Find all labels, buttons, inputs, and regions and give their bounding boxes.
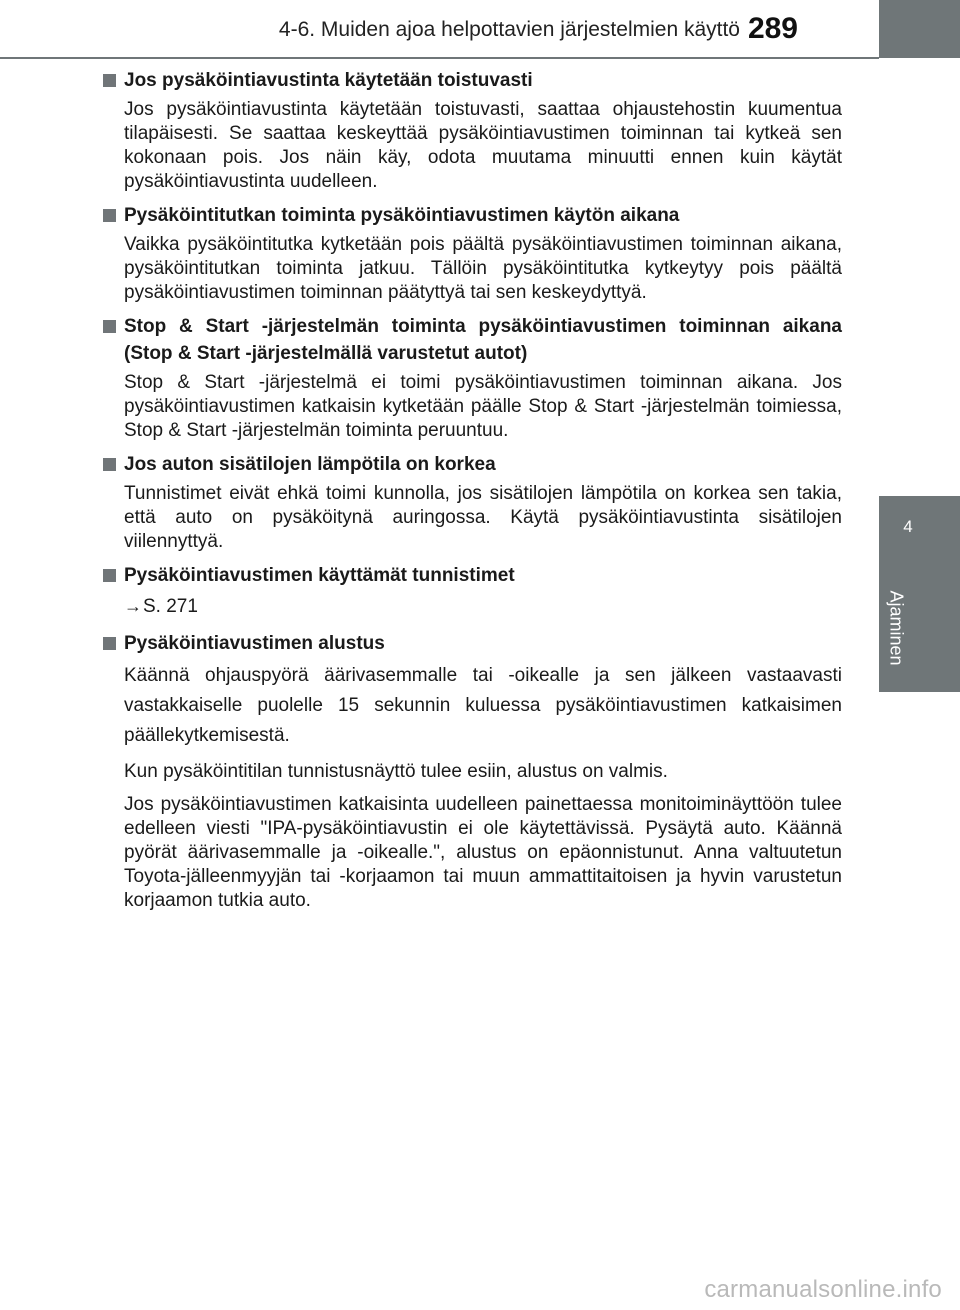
tab-top-block	[879, 0, 960, 58]
section-heading	[102, 562, 842, 589]
site-watermark: carmanualsonline.info	[704, 1276, 942, 1303]
section-heading	[102, 451, 842, 478]
right-arrow-icon: →	[124, 596, 142, 616]
section-title: 4-6. Muiden ajoa helpottavien järjestelmien käyttö	[278, 18, 740, 41]
paragraph: Jos pysäköintiavustimen katkaisinta uudelleen painettaessa monitoiminäyttöön tulee edelleen viesti "IPA-pysäköintiavustin ei ole käytettävissä. Pysäytä auto. Käännä pyörät äärivasemmalle ja -oikealle.", alustus on epäonnistunut. Anna valtuutetun Toyota-jälleenmyyjän tai -korjaamon tai muun ammattitaitoisen ja hyvin varustetun korjaamon tutkia auto.	[124, 794, 842, 911]
section-repeated-use	[102, 67, 842, 194]
section-heading-text: Jos auton sisätilojen lämpötila on korkea	[124, 454, 496, 475]
page-header	[0, 0, 880, 58]
section-heading	[102, 202, 842, 229]
section-sensors	[102, 562, 842, 620]
section-heading	[102, 630, 842, 657]
section-heading-text: Pysäköintiavustimen käyttämät tunnistimet	[124, 565, 515, 586]
section-heading-text: Pysäköintiavustimen alustus	[124, 633, 385, 654]
section-high-temperature	[102, 451, 842, 554]
section-stop-start	[102, 313, 842, 443]
section-heading	[102, 313, 842, 367]
square-bullet-icon	[103, 74, 116, 87]
paragraph: Jos pysäköintiavustinta käytetään toistuvasti, saattaa ohjaustehostin kuumentua tilapäisesti. Se saattaa keskeyttää pysäköintiavustimen toiminnan tai kytkeä sen kokonaan pois. Jos näin käy, odota muutama minuutti ennen kuin käytät pysäköintiavustinta uudelleen.	[124, 99, 842, 192]
section-heading	[102, 67, 842, 94]
paragraph: Tunnistimet eivät ehkä toimi kunnolla, jos sisätilojen lämpötila on korkea sen takia, että auto on pysäköitynä auringossa. Käytä pysäköintiavustinta sisätilojen viilennyttyä.	[124, 483, 842, 552]
paragraph: Kun pysäköintitilan tunnistusnäyttö tulee esiin, alustus on valmis.	[124, 761, 668, 782]
square-bullet-icon	[103, 209, 116, 222]
square-bullet-icon	[103, 458, 116, 471]
section-initialization	[102, 630, 842, 913]
main-content	[102, 67, 842, 921]
section-heading-text: Stop & Start -järjestelmän toiminta pysäköintiavustimen toiminnan aikana (Stop & Start -järjestelmällä varustetut autot)	[124, 316, 842, 364]
chapter-label: Ajaminen	[886, 590, 907, 666]
paragraph: Stop & Start -järjestelmä ei toimi pysäköintiavustimen toiminnan aikana. Jos pysäköintiavustimen katkaisin kytketään päälle Stop & Start -järjestelmän toimiessa, Stop & Start -järjestelmän toiminta peruuntuu.	[124, 372, 842, 441]
chapter-number: 4	[903, 517, 913, 536]
section-heading-text: Pysäköintitutkan toiminta pysäköintiavustimen käytön aikana	[124, 205, 680, 226]
page-number: 289	[747, 12, 798, 45]
square-bullet-icon	[103, 569, 116, 582]
paragraph: Vaikka pysäköintitutka kytketään pois päältä pysäköintiavustimen toiminnan aikana, pysäköintitutkan toiminta jatkuu. Tällöin pysäköintitutka kytkeytyy pois päältä pysäköintiavustimen toiminnan päätyttyä tai sen keskeydyttyä.	[124, 234, 842, 303]
square-bullet-icon	[103, 637, 116, 650]
page-reference-text: S. 271	[143, 596, 198, 617]
page-reference-link[interactable]	[124, 593, 842, 620]
section-heading-text: Jos pysäköintiavustinta käytetään toistuvasti	[124, 70, 533, 91]
header-divider	[0, 57, 879, 59]
section-parking-sensor	[102, 202, 842, 305]
square-bullet-icon	[103, 320, 116, 333]
paragraph: Käännä ohjauspyörä äärivasemmalle tai -oikealle ja sen jälkeen vastaavasti vastakkaiselle puolelle 15 sekunnin kuluessa pysäköintiavustimen katkaisimen päällekytkemisestä.	[124, 665, 842, 746]
